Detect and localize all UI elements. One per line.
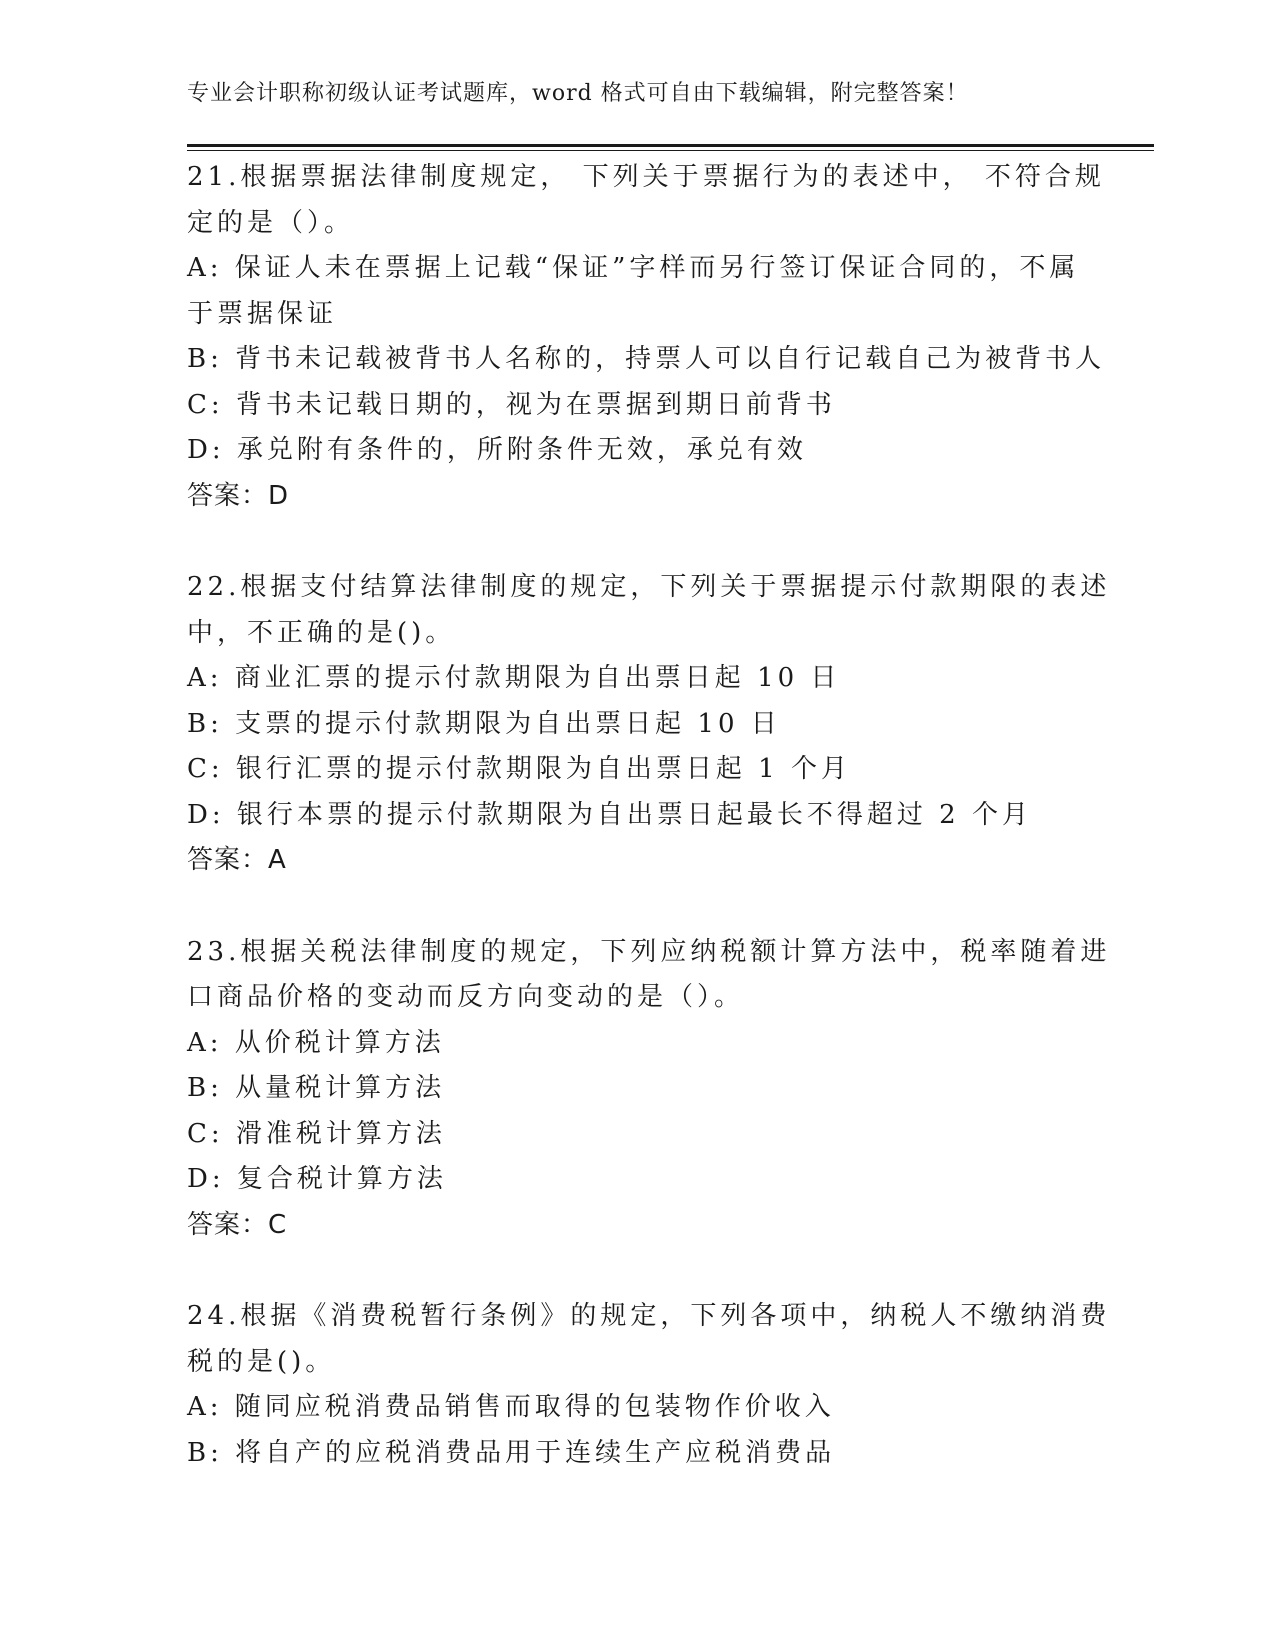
question-21 [187,155,1106,519]
option-d: D: 复合税计算方法 [187,1164,447,1194]
answer-label: 答案：C [187,1209,288,1240]
option-c: C: 背书未记载日期的，视为在票据到期日前背书 [187,389,836,420]
option-c: C: 滑准税计算方法 [187,1118,446,1149]
option-a: A: 商业汇票的提示付款期限为自出票日起 10 日 [187,663,841,693]
option-b: B: 背书未记载被背书人名称的，持票人可以自行记载自己为被背书人 [187,344,1106,374]
answer-label: 答案：D [187,480,290,511]
question-stem-line: 中，不正确的是()。 [187,617,456,648]
question-list [187,155,1111,1522]
question-stem-line: 定的是（）。 [187,207,355,238]
question-stem-line: 口商品价格的变动而反方向变动的是（）。 [187,982,745,1012]
question-stem-line: 21.根据票据法律制度规定， 下列关于票据行为的表述中， 不符合规 [187,162,1105,192]
option-b: B: 支票的提示付款期限为自出票日起 10 日 [187,708,781,739]
answer-label: 答案：A [187,845,287,875]
option-a: A: 随同应税消费品销售而取得的包装物作价收入 [187,1392,835,1422]
option-b: B: 从量税计算方法 [187,1073,446,1103]
question-stem-line: 24.根据《消费税暂行条例》的规定，下列各项中，纳税人不缴纳消费 [187,1301,1111,1331]
question-stem-line: 22.根据支付结算法律制度的规定，下列关于票据提示付款期限的表述 [187,572,1111,602]
question-22 [187,565,1111,884]
option-a-line: A: 保证人未在票据上记载“保证”字样而另行签订保证合同的，不属 [187,253,1080,283]
option-a-line: 于票据保证 [187,298,338,329]
question-23 [187,930,1111,1249]
question-stem-line: 税的是()。 [187,1346,336,1377]
question-24 [187,1294,1111,1476]
option-d: D: 银行本票的提示付款期限为自出票日起最长不得超过 2 个月 [187,799,1032,830]
header-rule-thin [187,150,1154,151]
option-a: A: 从价税计算方法 [187,1027,445,1058]
option-b: B: 将自产的应税消费品用于连续生产应税消费品 [187,1437,836,1468]
option-d: D: 承兑附有条件的，所附条件无效，承兑有效 [187,435,807,465]
question-stem-line: 23.根据关税法律制度的规定，下列应纳税额计算方法中，税率随着进 [187,936,1111,967]
header-rule-thick [187,144,1154,147]
page-header: 专业会计职称初级认证考试题库，word 格式可自由下载编辑，附完整答案！ [187,81,969,106]
option-c: C: 银行汇票的提示付款期限为自出票日起 1 个月 [187,754,851,784]
